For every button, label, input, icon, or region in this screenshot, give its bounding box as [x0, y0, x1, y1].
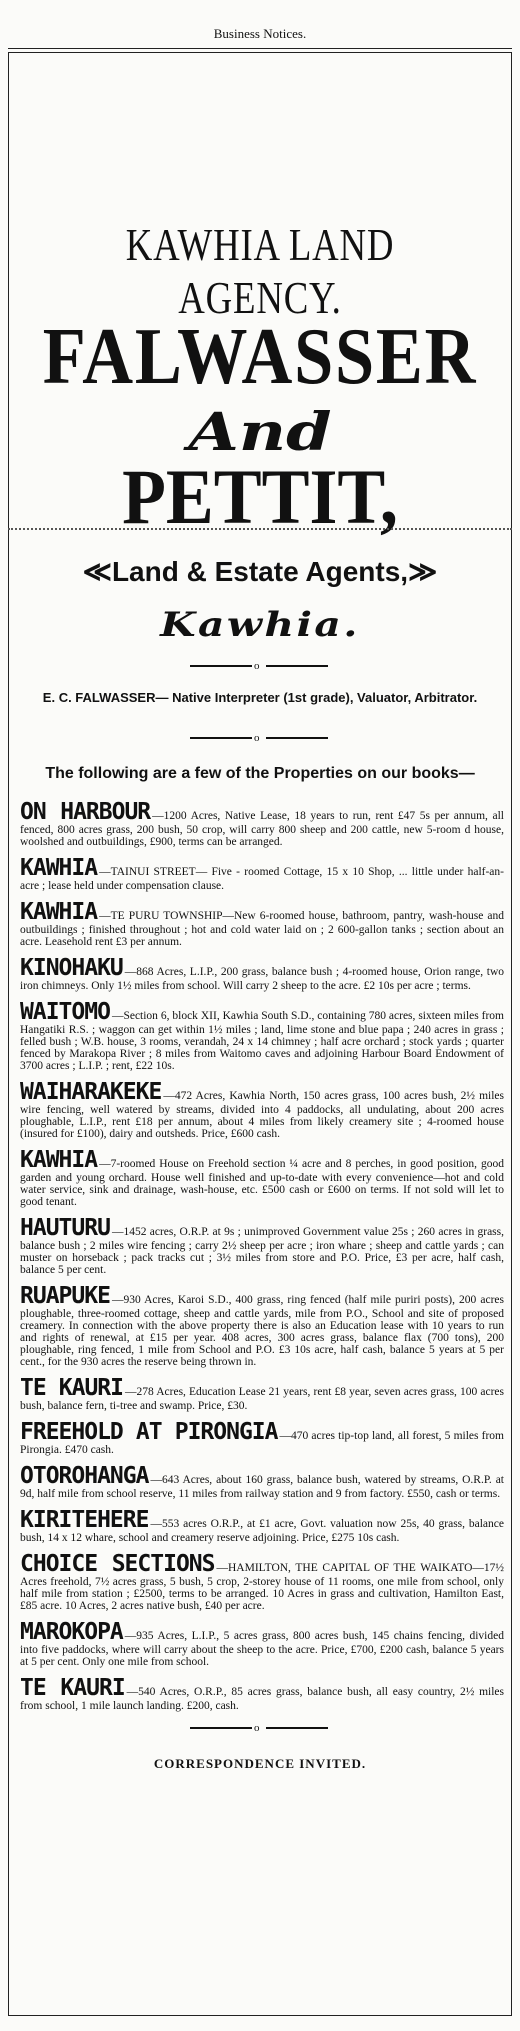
top-rule-inner: [8, 52, 512, 53]
property-description: —HAMILTON, THE CAPITAL OF THE WAIKATO—17½ Acres freehold, 7½ acres grass, 5 bush, 5 crop, 2-storey house of 11 rooms, one mile from school, only half mile from station ; £2500, terms to be arranged. 10 Acres in grass and cultivation, Hamilton East, £85 acre. 10 Acres, 2 acres native bush, £40 per acre.: [20, 1562, 504, 1612]
property-entry: [20, 1216, 504, 1276]
property-entry: [20, 1464, 504, 1500]
property-name: MAROKOPA: [20, 1619, 123, 1645]
partner-name-2: PETTIT,: [122, 453, 398, 540]
property-entry: [20, 1080, 504, 1140]
property-entry: [20, 1420, 504, 1456]
property-description: —Section 6, block XII, Kawhia South S.D., containing 780 acres, sixteen miles from Hangatiki R.S. ; waggon can get within 1½ miles ; land, lime stone and blue papa ; 240 acres in grass ; felled bush ; W.B. house, 3 rooms, verandah, 24 x 14 chimney ; half acre orchard ; stock yards ; quarter fenced by Marakopa River ; 8 miles from Waitomo caves and adjoining Harbour Board Endowment of 3700 acres ; L.I.P. ; rent, £22 10s.: [20, 1010, 504, 1072]
property-entry: [20, 1376, 504, 1412]
ornament-divider: [190, 732, 330, 744]
partner-name-1: FALWASSER: [42, 313, 478, 401]
property-name: KAWHIA: [20, 855, 98, 881]
property-description: —TAINUI STREET— Five - roomed Cottage, 15 x 10 Shop, ... little under half-an-acre ; lease held under compensation clause.: [20, 866, 504, 892]
property-entry: [20, 1000, 504, 1072]
property-name: FREEHOLD AT PIRONGIA: [20, 1419, 278, 1445]
property-entry: [20, 956, 504, 992]
property-description: —1200 Acres, Native Lease, 18 years to run, rent £47 5s per annum, all fenced, 800 acres grass, 200 bush, 50 crop, will carry 800 sheep and 200 cattle, new 5-room d house, woolshed and outbuildings, £900, terms can be arranged.: [20, 810, 504, 848]
property-entry: [20, 1620, 504, 1668]
ornament-mark: o: [254, 732, 260, 744]
ornament-mark: o: [254, 1722, 260, 1734]
ornament-divider: [190, 660, 330, 672]
ornament-mark: o: [254, 660, 260, 672]
property-name: RUAPUKE: [20, 1283, 110, 1309]
interpreter-line: E. C. FALWASSER— Native Interpreter (1st grade), Valuator, Arbitrator.: [42, 690, 478, 705]
property-entry: [20, 1552, 504, 1612]
dotted-divider: [8, 528, 512, 530]
property-entry: [20, 1284, 504, 1368]
bottom-rule: [8, 2015, 512, 2016]
property-name: OTOROHANGA: [20, 1463, 149, 1489]
left-border: [8, 52, 9, 2015]
property-name: KINOHAKU: [20, 955, 123, 981]
place-name: Kawhia.: [160, 605, 360, 645]
agency-title: KAWHIA LAND AGENCY.: [125, 219, 395, 323]
property-name: TE KAURI: [20, 1375, 124, 1401]
property-list: [20, 800, 504, 1720]
property-entry: [20, 1148, 504, 1208]
property-description: —553 acres O.R.P., at £1 acre, Govt. valuation now 25s, 40 grass, balance bush, 14 x 12 whare, school and creamery reserve adjoining. Price, £275 10s cash.: [20, 1518, 504, 1544]
property-description: —1452 acres, O.R.P. at 9s ; unimproved Government value 25s ; 260 acres in grass, balance bush ; 2 miles wire fencing ; carry 2½ sheep per acre ; iron whare ; sheep and cattle yards ; can muster on horseback ; pack tracks cut ; 3½ miles from store and P.O. Price, £3 per acre, half cash, balance 5 per cent.: [20, 1226, 504, 1276]
property-name: KAWHIA: [20, 899, 98, 925]
property-description: —930 Acres, Karoi S.D., 400 grass, ring fenced (half mile puriri posts), 200 acres ploughable, three-roomed cottage, sheep and cattle yards, mile from P.O., School and site of proposed creamery. In connection with the above property there is also an Education lease with 10 years to run and rights of renewal, at £15 per year. 408 acres, 300 acres grass, balance flax (700 tons), 200 ploughable, ring fenced, 1 mile from School and P.O. £3 10s acre, half cash, balance 5 years at 5 per cent., for the 930 acres the reserve being thrown in.: [20, 1294, 504, 1368]
property-entry: [20, 900, 504, 948]
property-name: KAWHIA: [20, 1147, 98, 1173]
property-name: WAITOMO: [20, 999, 110, 1025]
property-name: WAIHARAKEKE: [20, 1079, 162, 1105]
properties-heading: The following are a few of the Properties on our books—: [45, 765, 475, 782]
property-entry: [20, 1676, 504, 1712]
property-description: —935 Acres, L.I.P., 5 acres grass, 800 acres bush, 145 chains fencing, divided into five paddocks, where will carry about the sheep to the acre. Price, £700, £200 cash, balance 5 years at 5 per cent. Only one mile from school.: [20, 1630, 504, 1668]
property-entry: [20, 800, 504, 848]
property-name: CHOICE SECTIONS: [20, 1551, 215, 1577]
and-word: And: [188, 402, 332, 463]
property-description: —470 acres tip-top land, all forest, 5 miles from Pirongia. £470 cash.: [20, 1430, 504, 1456]
property-description: —TE PURU TOWNSHIP—New 6-roomed house, bathroom, pantry, wash-house and outbuildings ; finished throughout ; hot and cold water laid on ; 2 600-gallon tanks ; section about an acre. Leasehold rent £3 per annum.: [20, 910, 504, 948]
correspondence-line: CORRESPONDENCE INVITED.: [153, 1756, 367, 1771]
ornament-divider: [190, 1722, 330, 1734]
property-description: —540 Acres, O.R.P., 85 acres grass, balance bush, all easy country, 2½ miles from school, 1 mile launch landing. £200, cash.: [20, 1686, 504, 1712]
section-header: Business Notices.: [213, 26, 307, 41]
right-border: [511, 52, 512, 2015]
property-name: KIRITEHERE: [20, 1507, 149, 1533]
property-entry: [20, 1508, 504, 1544]
role-line: ≪Land & Estate Agents,≫: [82, 556, 438, 587]
property-description: —278 Acres, Education Lease 21 years, rent £8 year, seven acres grass, 100 acres bush, balance fern, ti-tree and swamp. Price, £30.: [20, 1386, 504, 1412]
property-description: —643 Acres, about 160 grass, balance bush, watered by streams, O.R.P. at 9d, half mile from school reserve, 11 miles from railway station and 9 from factory. £550, cash or terms.: [20, 1474, 504, 1500]
property-entry: [20, 856, 504, 892]
top-rule: [8, 48, 512, 49]
property-name: ON HARBOUR: [20, 799, 151, 825]
property-name: HAUTURU: [20, 1215, 110, 1241]
property-description: —7-roomed House on Freehold section ¼ acre and 8 perches, in good position, good garden and young orchard. House well finished and up-to-date with every convenience—hot and cold water service, sink and drainage, wash-house, etc. £500 cash or £600 on terms. If not sold will let to good tenant.: [20, 1158, 504, 1208]
property-description: —472 Acres, Kawhia North, 150 acres grass, 100 acres bush, 2½ miles wire fencing, well watered by streams, divided into 4 paddocks, all undulating, about 200 acres ploughable, L.I.P., rent £18 per annum, about 4 miles from likely creamery site ; 4-roomed house (insured for £100), dairy and outsheds. Price, £600 cash.: [20, 1090, 504, 1140]
property-description: —868 Acres, L.I.P., 200 grass, balance bush ; 4-roomed house, Orion range, two iron chimneys. Only 1½ miles from school. Will carry 2 sheep to the acre. £2 10s per acre ; terms.: [20, 966, 504, 992]
property-name: TE KAURI: [20, 1675, 125, 1701]
